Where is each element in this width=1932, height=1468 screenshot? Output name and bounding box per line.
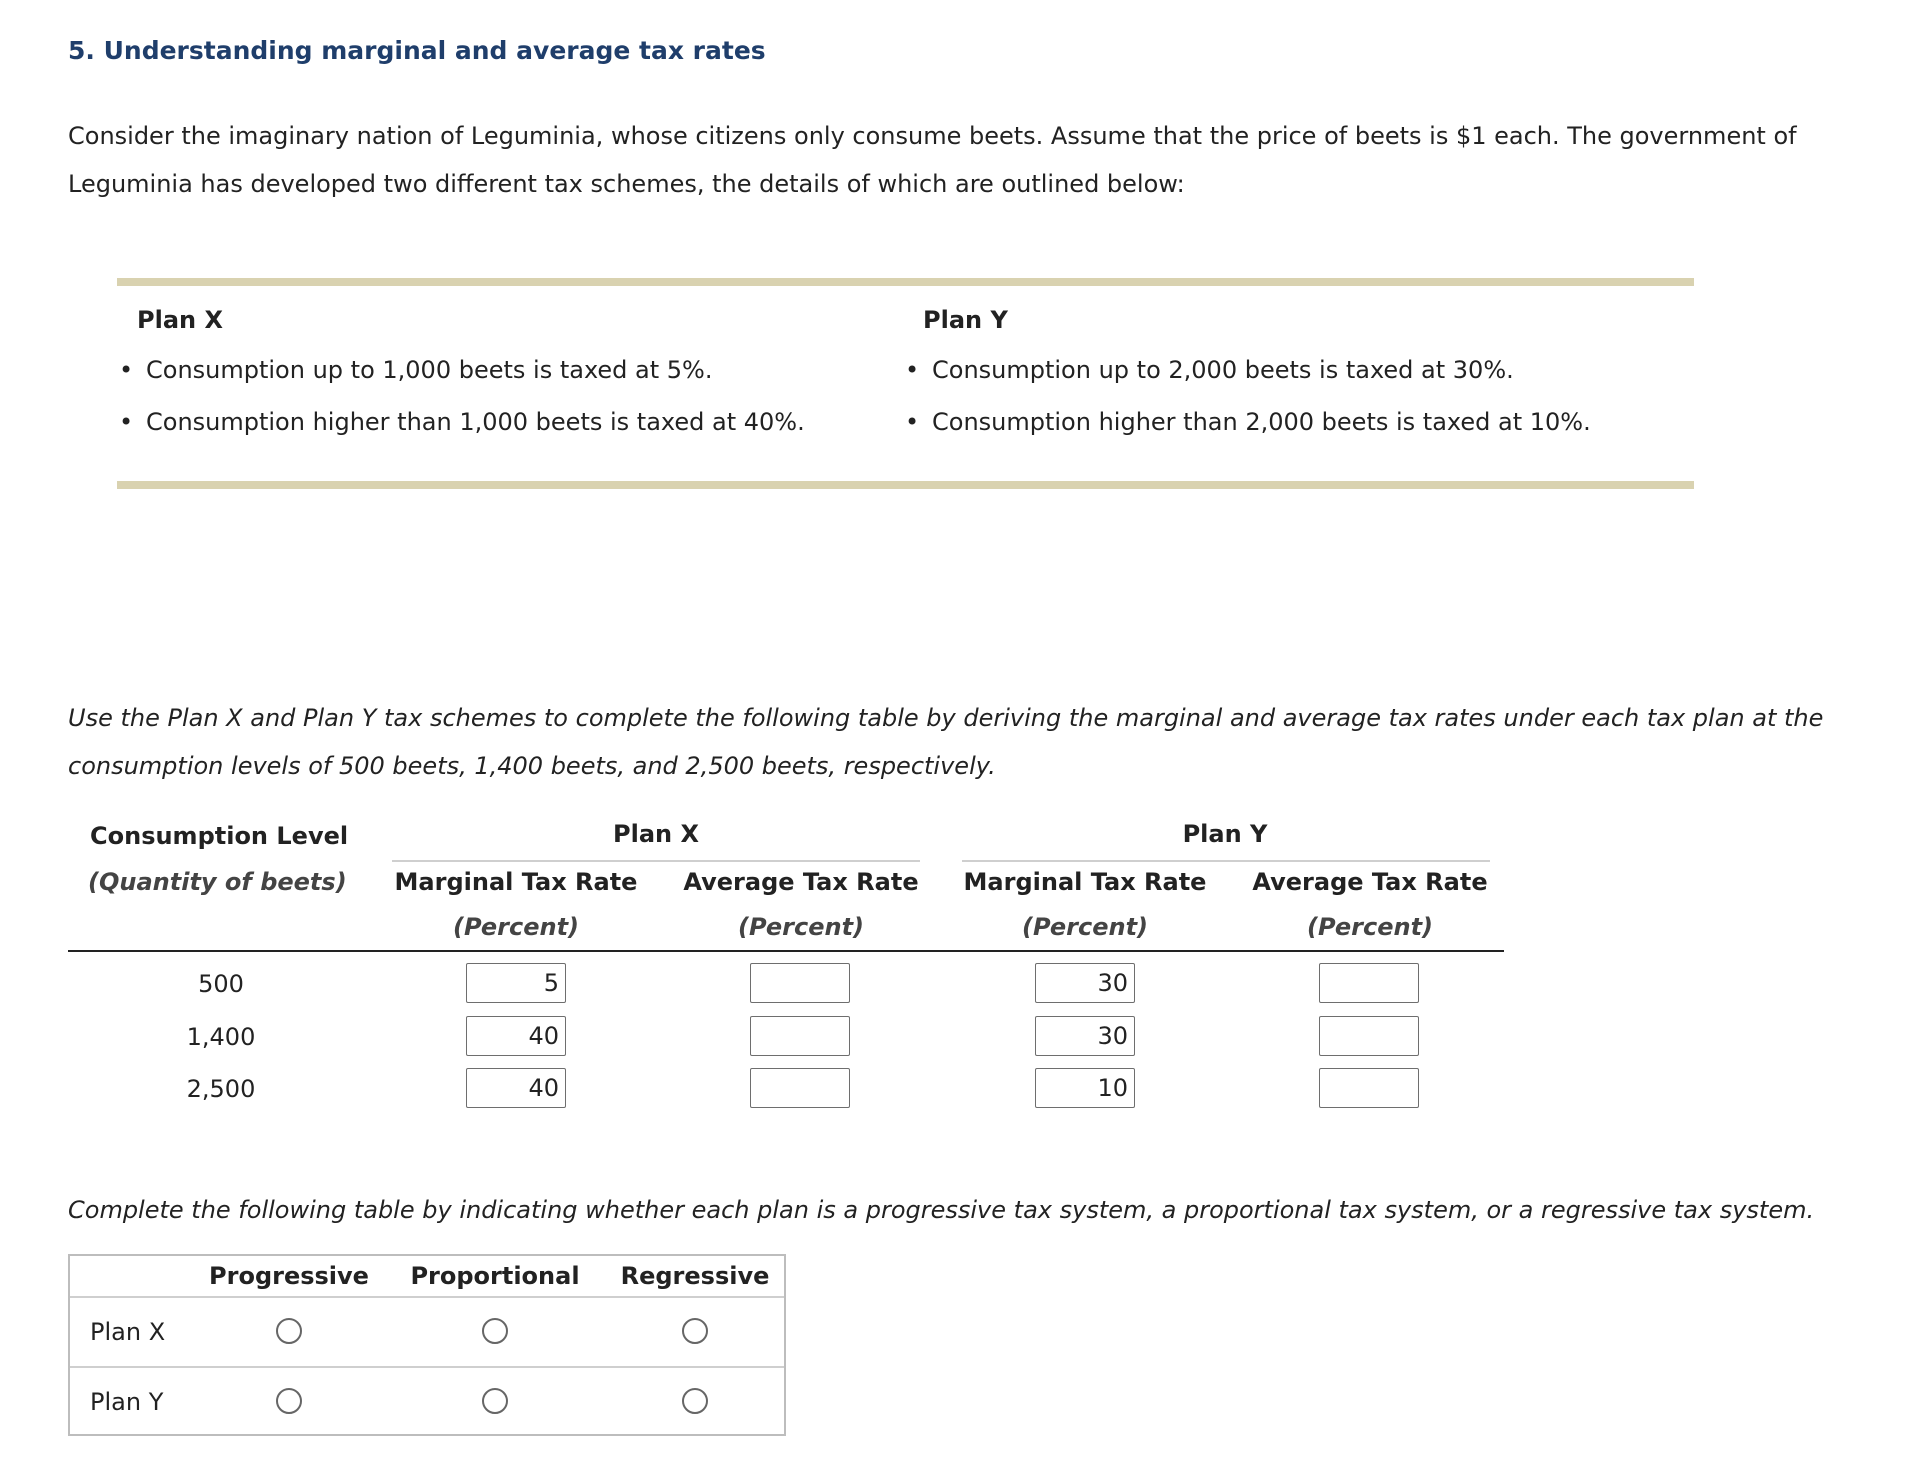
- plan-y-progressive-radio[interactable]: [276, 1388, 302, 1414]
- plan-x-group-rule: [392, 860, 920, 862]
- y-average-header: Average Tax Rate: [1252, 868, 1488, 896]
- plans-box: [117, 278, 1694, 489]
- plan-y-group-rule: [962, 860, 1490, 862]
- row-label: Plan Y: [90, 1388, 164, 1416]
- classification-instruction: Complete the following table by indicating whether each plan is a progressive tax system, a proportional tax system, or a regressive tax system.: [68, 1196, 1815, 1224]
- row-label: Plan X: [90, 1318, 166, 1346]
- x-average-unit: (Percent): [737, 913, 865, 941]
- x-average-input[interactable]: [750, 1068, 850, 1108]
- y-average-input[interactable]: [1319, 1068, 1419, 1108]
- plan-x-regressive-radio[interactable]: [682, 1318, 708, 1344]
- plan-y-item: [903, 344, 1591, 396]
- plan-x-heading: Plan X: [137, 306, 223, 334]
- y-marginal-unit: (Percent): [1021, 913, 1149, 941]
- bullet-icon: •: [905, 408, 920, 436]
- regressive-header: Regressive: [620, 1262, 770, 1290]
- rates-instruction: Use the Plan X and Plan Y tax schemes to complete the following table by deriving the marginal and average tax rates under each tax plan at the consumption levels of 500 beets, 1,400 beets, and 2,500 beets, respectively.: [68, 704, 1824, 780]
- x-marginal-unit: (Percent): [452, 913, 580, 941]
- y-marginal-header: Marginal Tax Rate: [963, 868, 1207, 896]
- plan-y-group-header: Plan Y: [1182, 820, 1268, 848]
- x-average-input[interactable]: [750, 1016, 850, 1056]
- plan-x-item: [117, 396, 805, 448]
- plan-y-item: [903, 396, 1591, 448]
- plan-x-item: [117, 344, 805, 396]
- classification-table: [68, 1254, 786, 1436]
- x-marginal-header: Marginal Tax Rate: [394, 868, 638, 896]
- x-marginal-input[interactable]: [466, 963, 566, 1003]
- plan-y-item-text: Consumption up to 2,000 beets is taxed at 30%.: [932, 356, 1514, 384]
- plan-y-column: [903, 306, 1591, 448]
- classification-row-plan-y: [70, 1366, 784, 1436]
- rates-table: [68, 810, 1504, 1120]
- plan-x-column: [117, 306, 805, 448]
- y-marginal-input[interactable]: [1035, 963, 1135, 1003]
- plan-x-group-header: Plan X: [613, 820, 699, 848]
- progressive-header: Progressive: [209, 1262, 369, 1290]
- proportional-header: Proportional: [410, 1262, 580, 1290]
- plan-y-proportional-radio[interactable]: [482, 1388, 508, 1414]
- plan-x-proportional-radio[interactable]: [482, 1318, 508, 1344]
- plan-x-item-text: Consumption up to 1,000 beets is taxed at 5%.: [146, 356, 713, 384]
- plan-x-item-text: Consumption higher than 1,000 beets is taxed at 40%.: [146, 408, 805, 436]
- classification-row-plan-x: [70, 1296, 784, 1368]
- x-average-input[interactable]: [750, 963, 850, 1003]
- y-marginal-input[interactable]: [1035, 1068, 1135, 1108]
- x-average-header: Average Tax Rate: [683, 868, 919, 896]
- y-average-input[interactable]: [1319, 1016, 1419, 1056]
- plan-y-item-text: Consumption higher than 2,000 beets is taxed at 10%.: [932, 408, 1591, 436]
- x-marginal-input[interactable]: [466, 1068, 566, 1108]
- classification-header-row: [70, 1256, 784, 1298]
- x-marginal-input[interactable]: [466, 1016, 566, 1056]
- y-average-input[interactable]: [1319, 963, 1419, 1003]
- plan-x-progressive-radio[interactable]: [276, 1318, 302, 1344]
- consumption-cell: 2,500: [186, 1075, 256, 1103]
- bullet-icon: •: [119, 356, 134, 384]
- intro-paragraph: Consider the imaginary nation of Leguminia, whose citizens only consume beets. Assume that the price of beets is $1 each. The government of Leguminia has developed two different tax schemes, the details of which are outlined below:: [68, 122, 1797, 198]
- y-marginal-input[interactable]: [1035, 1016, 1135, 1056]
- consumption-header: Consumption Level: [90, 822, 349, 850]
- y-average-unit: (Percent): [1306, 913, 1434, 941]
- bullet-icon: •: [905, 356, 920, 384]
- consumption-cell: 1,400: [186, 1023, 256, 1051]
- plan-y-regressive-radio[interactable]: [682, 1388, 708, 1414]
- plan-y-heading: Plan Y: [923, 306, 1008, 334]
- bullet-icon: •: [119, 408, 134, 436]
- consumption-cell: 500: [198, 970, 244, 998]
- question-title: 5. Understanding marginal and average tax rates: [68, 36, 766, 65]
- consumption-subheader: (Quantity of beets): [88, 868, 347, 896]
- header-rule: [68, 950, 1504, 952]
